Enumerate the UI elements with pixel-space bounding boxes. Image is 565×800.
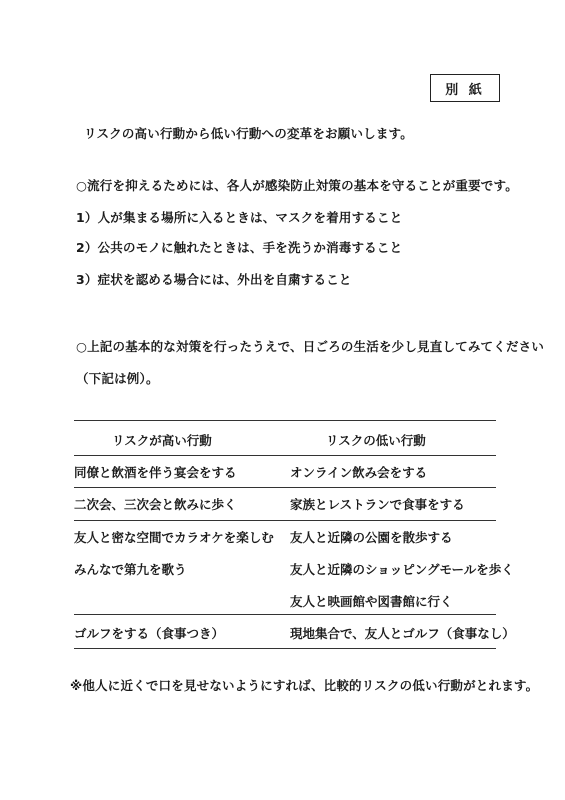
measure-item-1: 1）人が集まる場所に入るときは、マスクを着用すること <box>76 210 403 225</box>
header-low-risk: リスクの低い行動 <box>326 433 426 448</box>
table-cell-high: みんなで第九を歌う <box>74 562 187 577</box>
measure-item-3: 3）症状を認める場合には、外出を自粛すること <box>76 272 352 287</box>
table-cell-low: 現地集合で、友人とゴルフ（食事なし） <box>290 626 515 641</box>
measure-item-2: 2）公共のモノに触れたときは、手を洗うか消毒すること <box>76 240 403 255</box>
lifestyle-paragraph-cont: （下記は例）。 <box>76 371 159 386</box>
basic-measures-paragraph: ○流行を抑えるためには、各人が感染防止対策の基本を守ることが重要です。 <box>76 178 518 193</box>
table-row-border <box>74 614 496 615</box>
table-cell-high: 二次会、三次会と飲みに歩く <box>74 497 237 512</box>
table-row-border <box>74 487 496 488</box>
table-cell-high: ゴルフをする（食事つき） <box>74 626 225 641</box>
table-cell-low: オンライン飲み会をする <box>290 465 428 480</box>
table-top-border <box>74 420 496 421</box>
table-header-border <box>74 455 496 456</box>
attachment-label: 別 紙 <box>430 74 500 102</box>
intro-text: リスクの高い行動から低い行動への変革をお願いします。 <box>84 126 413 141</box>
table-row-border <box>74 520 496 521</box>
header-high-risk: リスクが高い行動 <box>112 433 212 448</box>
table-cell-low: 家族とレストランで食事をする <box>290 497 465 512</box>
footnote: ※他人に近くで口を見せないようにすれば、比較的リスクの低い行動がとれます。 <box>70 678 539 693</box>
table-cell-low: 友人と映画館や図書館に行く <box>290 594 453 609</box>
table-cell-low: 友人と近隣のショッピングモールを歩く <box>290 562 514 577</box>
lifestyle-paragraph: ○上記の基本的な対策を行ったうえで、日ごろの生活を少し見直してみてください <box>76 339 545 354</box>
table-cell-high: 友人と密な空間でカラオケを楽しむ <box>74 530 274 545</box>
table-bottom-border <box>74 648 496 649</box>
table-cell-low: 友人と近隣の公園を散歩する <box>290 530 453 545</box>
table-cell-high: 同僚と飲酒を伴う宴会をする <box>74 465 237 480</box>
